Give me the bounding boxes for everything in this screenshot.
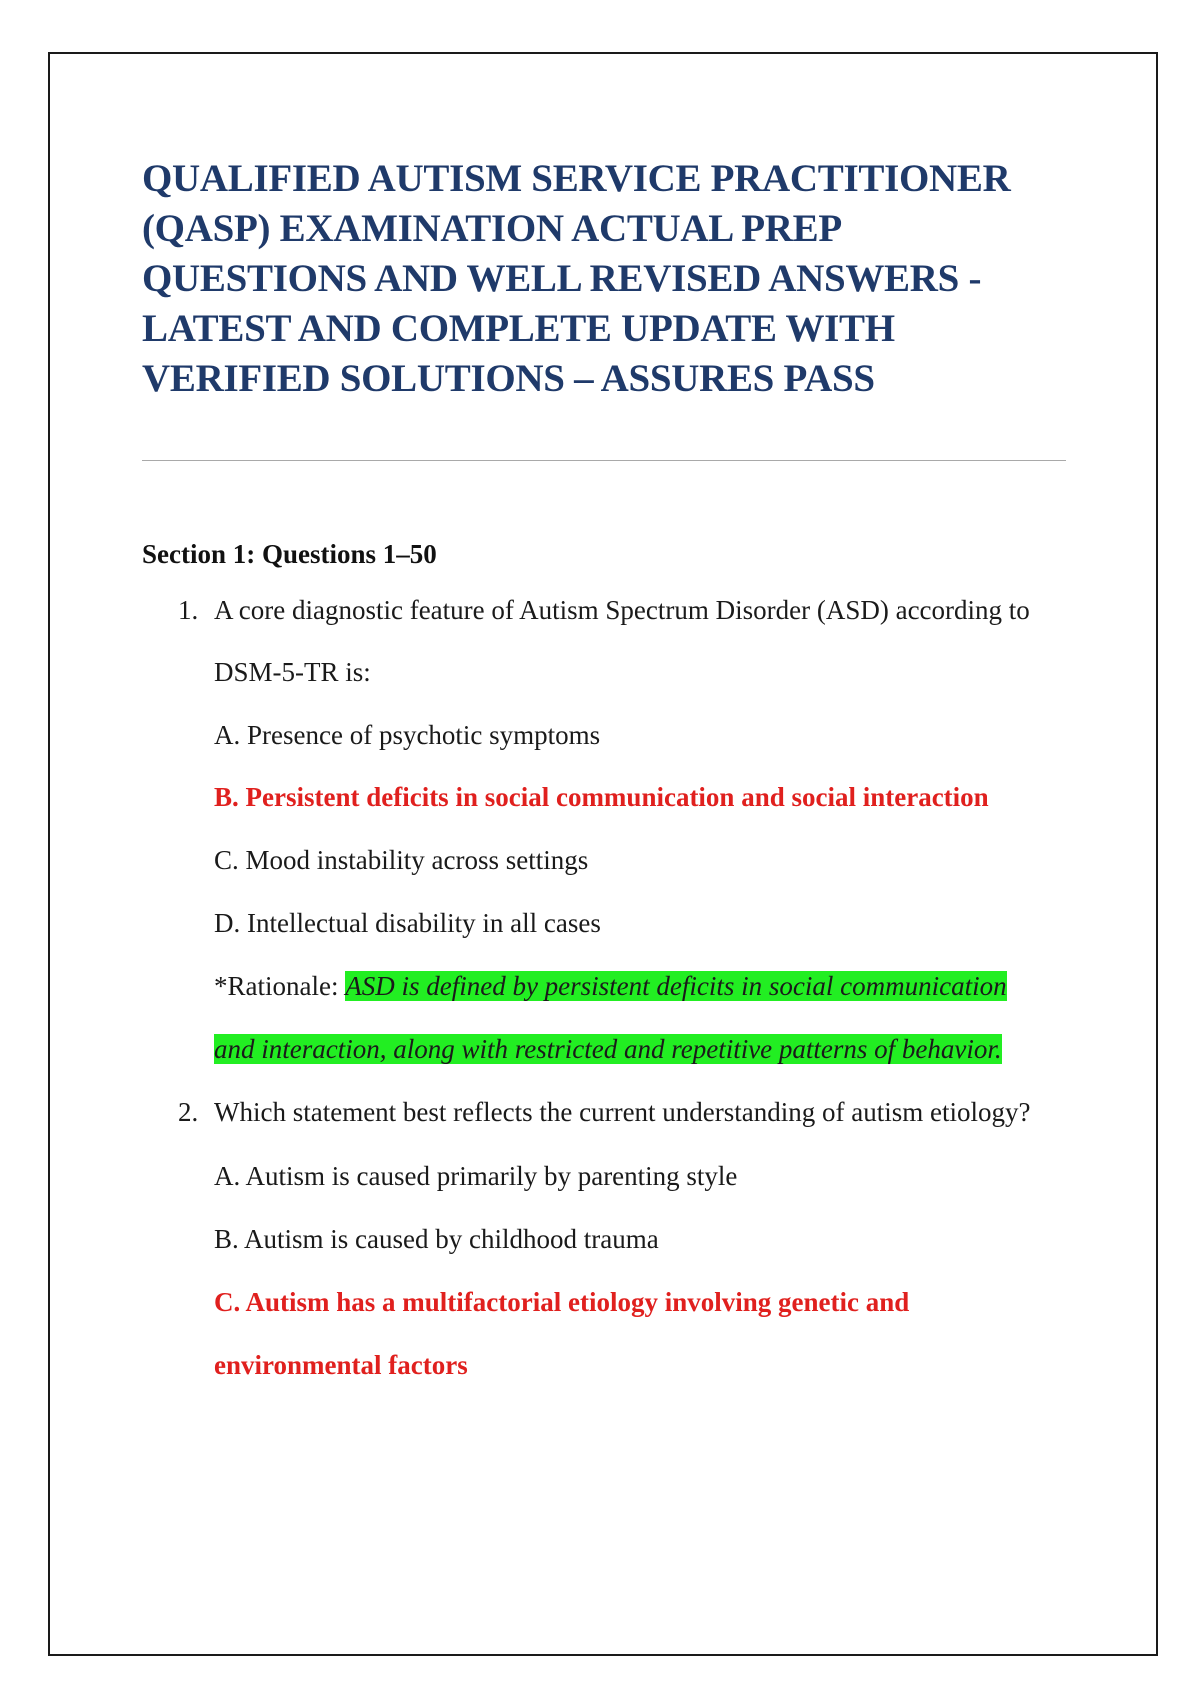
rationale-highlight: and interaction, along with restricted and repetitive patterns of behavior. xyxy=(214,1034,1002,1064)
title-line: QUALIFIED AUTISM SERVICE PRACTITIONER xyxy=(142,157,1011,200)
section-heading: Section 1: Questions 1–50 xyxy=(142,539,437,569)
document-page xyxy=(48,52,1158,1656)
answer-option-d: D. Intellectual disability in all cases xyxy=(214,908,601,938)
answer-option-a: A. Autism is caused primarily by parenting style xyxy=(214,1161,738,1191)
answer-option-b: B. Autism is caused by childhood trauma xyxy=(214,1224,659,1254)
question-stem-line: A core diagnostic feature of Autism Spectrum Disorder (ASD) according to xyxy=(214,595,1030,625)
rationale-line xyxy=(214,968,1007,1004)
answer-option-c: C. Mood instability across settings xyxy=(214,845,589,875)
rationale-line xyxy=(214,1031,1002,1067)
answer-option-b-correct: B. Persistent deficits in social communication and social interaction xyxy=(214,782,989,812)
rationale-highlight: ASD is defined by persistent deficits in social communication xyxy=(345,971,1007,1001)
title-line: LATEST AND COMPLETE UPDATE WITH xyxy=(142,307,895,350)
title-line: (QASP) EXAMINATION ACTUAL PREP xyxy=(142,207,842,250)
rationale-label: *Rationale: xyxy=(214,971,339,1001)
answer-option-a: A. Presence of psychotic symptoms xyxy=(214,720,601,750)
question-number: 2. xyxy=(178,1097,199,1127)
question-stem-line: DSM-5-TR is: xyxy=(214,657,371,687)
answer-option-c-correct: environmental factors xyxy=(214,1350,468,1380)
question-stem-line: Which statement best reflects the current understanding of autism etiology? xyxy=(214,1097,1031,1127)
answer-option-c-correct: C. Autism has a multifactorial etiology involving genetic and xyxy=(214,1287,910,1317)
document-title xyxy=(142,154,1082,404)
title-line: QUESTIONS AND WELL REVISED ANSWERS - xyxy=(142,257,982,300)
horizontal-divider xyxy=(142,460,1066,461)
question-number: 1. xyxy=(178,595,199,625)
title-line: VERIFIED SOLUTIONS – ASSURES PASS xyxy=(142,357,875,400)
